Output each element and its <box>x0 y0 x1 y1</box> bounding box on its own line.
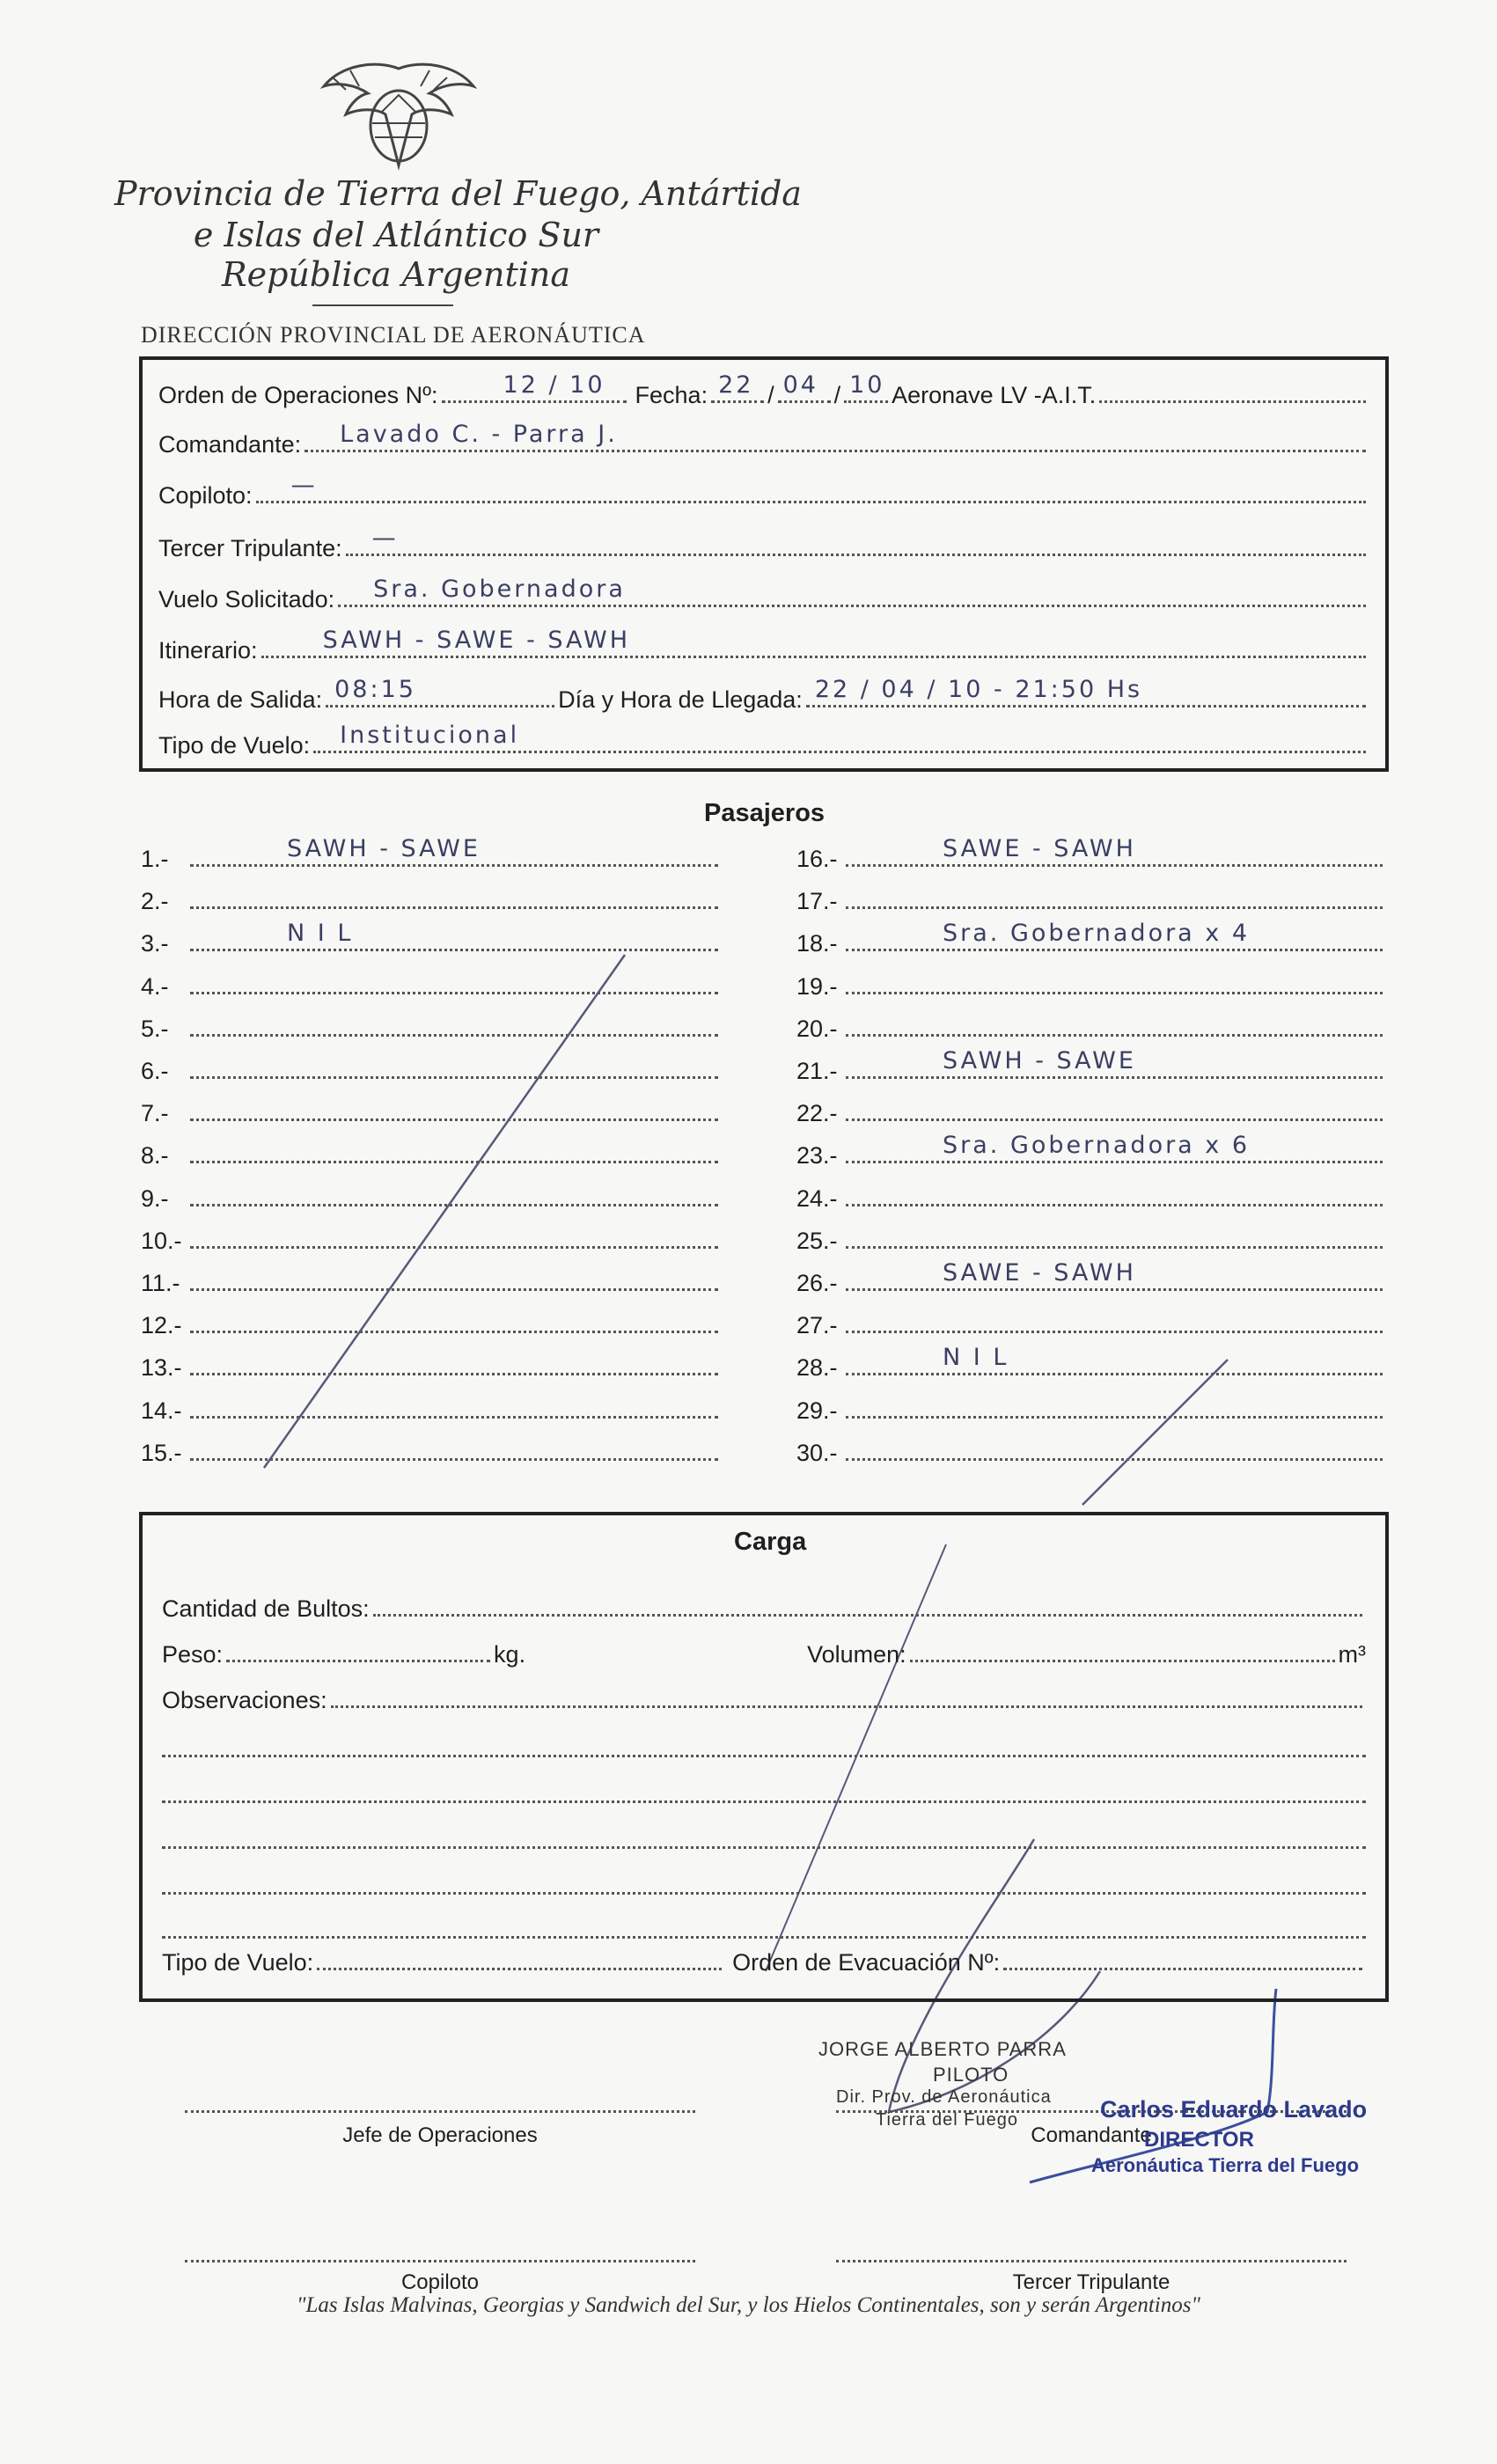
director-stamp-org: Aeronáutica Tierra del Fuego <box>1091 2154 1360 2176</box>
passenger-value: N I L <box>943 1344 1009 1372</box>
tipo-vuelo-label: Tipo de Vuelo: <box>158 732 311 759</box>
observaciones-line <box>162 1890 1366 1895</box>
passenger-value: Sra. Gobernadora x 4 <box>943 920 1251 948</box>
bultos-field <box>373 1593 1362 1617</box>
llegada-value: 22 / 04 / 10 - 21:50 Hs <box>814 676 1143 703</box>
passenger-number: 6.- <box>141 1058 169 1084</box>
fecha-label: Fecha: <box>635 382 708 408</box>
passenger-number: 1.- <box>141 846 169 872</box>
passenger-number: 2.- <box>141 888 169 915</box>
passenger-number: 21.- <box>796 1058 838 1084</box>
passenger-number: 10.- <box>141 1227 182 1254</box>
passenger-number: 8.- <box>141 1142 169 1170</box>
passenger-number: 13.- <box>141 1354 182 1382</box>
observaciones-row <box>162 1684 1366 1714</box>
copiloto-signature-label: Copiloto <box>400 2270 480 2294</box>
bultos-label: Cantidad de Bultos: <box>162 1595 370 1622</box>
cargo-tipo-evac-row <box>162 1947 1366 1976</box>
volumen-unit: m³ <box>1338 1641 1366 1668</box>
passenger-number: 28.- <box>796 1354 838 1382</box>
passenger-number: 23.- <box>796 1142 838 1170</box>
jefe-operaciones-label: Jefe de Operaciones <box>342 2123 538 2147</box>
passenger-value: SAWE - SAWH <box>943 1259 1136 1287</box>
evacuacion-field <box>1003 1947 1362 1970</box>
fecha-year: 10 <box>849 371 885 399</box>
orden-row: Orden de Operaciones Nº: 12 / 10 Fecha: 22 / 04 / 10 Aeronave LV -A.I.T. <box>158 379 1369 409</box>
comandante-value: Lavado C. - Parra J. <box>340 421 618 448</box>
vuelo-solicitado-value: Sra. Gobernadora <box>373 576 626 603</box>
passenger-number: 5.- <box>141 1015 169 1042</box>
itinerario-value: SAWH - SAWE - SAWH <box>322 627 631 654</box>
comandante-label: Comandante: <box>158 431 302 458</box>
jefe-signature-line <box>185 2110 695 2113</box>
director-stamp-role: DIRECTOR <box>1144 2128 1254 2152</box>
hora-salida-value: 08:15 <box>334 676 416 703</box>
passenger-number: 17.- <box>796 888 838 915</box>
director-signature-scribble <box>1030 1989 1276 2182</box>
peso-unit: kg. <box>494 1641 526 1668</box>
passenger-number: 27.- <box>796 1312 838 1339</box>
volumen-field <box>910 1639 1335 1662</box>
observaciones-line <box>162 1799 1366 1803</box>
passenger-strike-line-right <box>1082 1360 1228 1505</box>
passenger-number: 19.- <box>796 972 838 1000</box>
evacuacion-label: Orden de Evacuación Nº: <box>732 1949 1001 1976</box>
cargo-title: Carga <box>734 1528 807 1556</box>
pilot-stamp-name: JORGE ALBERTO PARRA <box>818 2038 1067 2060</box>
aeronave-label: Aeronave LV -A.I.T. <box>892 382 1097 408</box>
passenger-number: 22.- <box>796 1100 838 1127</box>
passenger-value: SAWH - SAWE <box>943 1047 1136 1074</box>
passenger-number: 26.- <box>796 1270 838 1296</box>
province-name-line1: Provincia de Tierra del Fuego, Antártida <box>114 174 802 213</box>
pilot-stamp-role: PILOTO <box>933 2064 1009 2086</box>
volumen-label: Volumen: <box>807 1641 906 1668</box>
orden-label: Orden de Operaciones Nº: <box>158 382 438 408</box>
passenger-strike-line-left <box>264 955 625 1468</box>
tercer-signature-line <box>836 2260 1347 2262</box>
tercer-tripulante-signature-label: Tercer Tripulante <box>1012 2270 1170 2294</box>
comandante-label: Comandante <box>1031 2123 1152 2147</box>
passenger-number: 20.- <box>796 1015 838 1042</box>
pilot-stamp-org1: Dir. Prov. de Aeronáutica <box>836 2087 1052 2107</box>
director-stamp-name: Carlos Eduardo Lavado <box>1100 2096 1368 2123</box>
passenger-number: 24.- <box>796 1184 838 1212</box>
passenger-number: 15.- <box>141 1439 182 1466</box>
direction-title: DIRECCIÓN PROVINCIAL DE AERONÁUTICA <box>141 322 646 348</box>
cargo-box <box>139 1512 1389 2002</box>
copiloto-label: Copiloto: <box>158 482 253 509</box>
passenger-value: N I L <box>287 920 354 948</box>
itinerario-label: Itinerario: <box>158 637 258 664</box>
passenger-number: 7.- <box>141 1100 169 1127</box>
footer-quote: "Las Islas Malvinas, Georgias y Sandwich del Sur, y los Hielos Continentales, son y serán Argentinos" <box>297 2293 1200 2317</box>
passenger-number: 11.- <box>141 1270 180 1296</box>
orden-value: 12 / 10 <box>503 371 605 399</box>
hora-salida-label: Hora de Salida: <box>158 686 323 713</box>
fecha-day: 22 <box>718 371 754 399</box>
passenger-number: 4.- <box>141 972 169 1000</box>
tercer-tripulante-label: Tercer Tripulante: <box>158 535 342 561</box>
passenger-number: 18.- <box>796 930 838 957</box>
passenger-number: 9.- <box>141 1184 169 1212</box>
cargo-tipo-vuelo-label: Tipo de Vuelo: <box>162 1949 314 1976</box>
peso-label: Peso: <box>162 1641 224 1668</box>
bultos-row <box>162 1593 1366 1623</box>
passenger-value: SAWE - SAWH <box>943 835 1136 862</box>
passenger-value: Sra. Gobernadora x 6 <box>943 1132 1251 1160</box>
passenger-number: 29.- <box>796 1397 838 1424</box>
observaciones-line <box>162 1753 1366 1757</box>
copiloto-value: — <box>290 472 318 499</box>
peso-volumen-row <box>162 1639 1366 1668</box>
passengers-title: Pasajeros <box>704 799 826 827</box>
vuelo-solicitado-label: Vuelo Solicitado: <box>158 586 335 612</box>
peso-field <box>226 1639 490 1662</box>
passenger-number: 3.- <box>141 930 169 957</box>
observaciones-line <box>162 1844 1366 1849</box>
passenger-number: 12.- <box>141 1312 182 1339</box>
llegada-label: Día y Hora de Llegada: <box>558 686 803 713</box>
passenger-value: SAWH - SAWE <box>287 835 481 862</box>
observaciones-field <box>331 1684 1362 1708</box>
pilot-stamp-org2: Tierra del Fuego <box>876 2110 1018 2130</box>
fecha-month: 04 <box>782 371 818 399</box>
observaciones-line <box>162 1934 1366 1939</box>
country-name: República Argentina <box>222 255 570 294</box>
observaciones-label: Observaciones: <box>162 1687 327 1713</box>
passenger-number: 16.- <box>796 846 838 872</box>
passenger-number: 25.- <box>796 1227 838 1254</box>
copiloto-signature-line <box>185 2260 695 2262</box>
tercer-tripulante-value: — <box>371 524 399 552</box>
cargo-tipo-vuelo-field <box>317 1947 722 1970</box>
province-name-line2: e Islas del Atlántico Sur <box>193 216 599 254</box>
passenger-number: 30.- <box>796 1439 838 1466</box>
passenger-number: 14.- <box>141 1397 182 1424</box>
tipo-vuelo-value: Institucional <box>340 722 520 749</box>
